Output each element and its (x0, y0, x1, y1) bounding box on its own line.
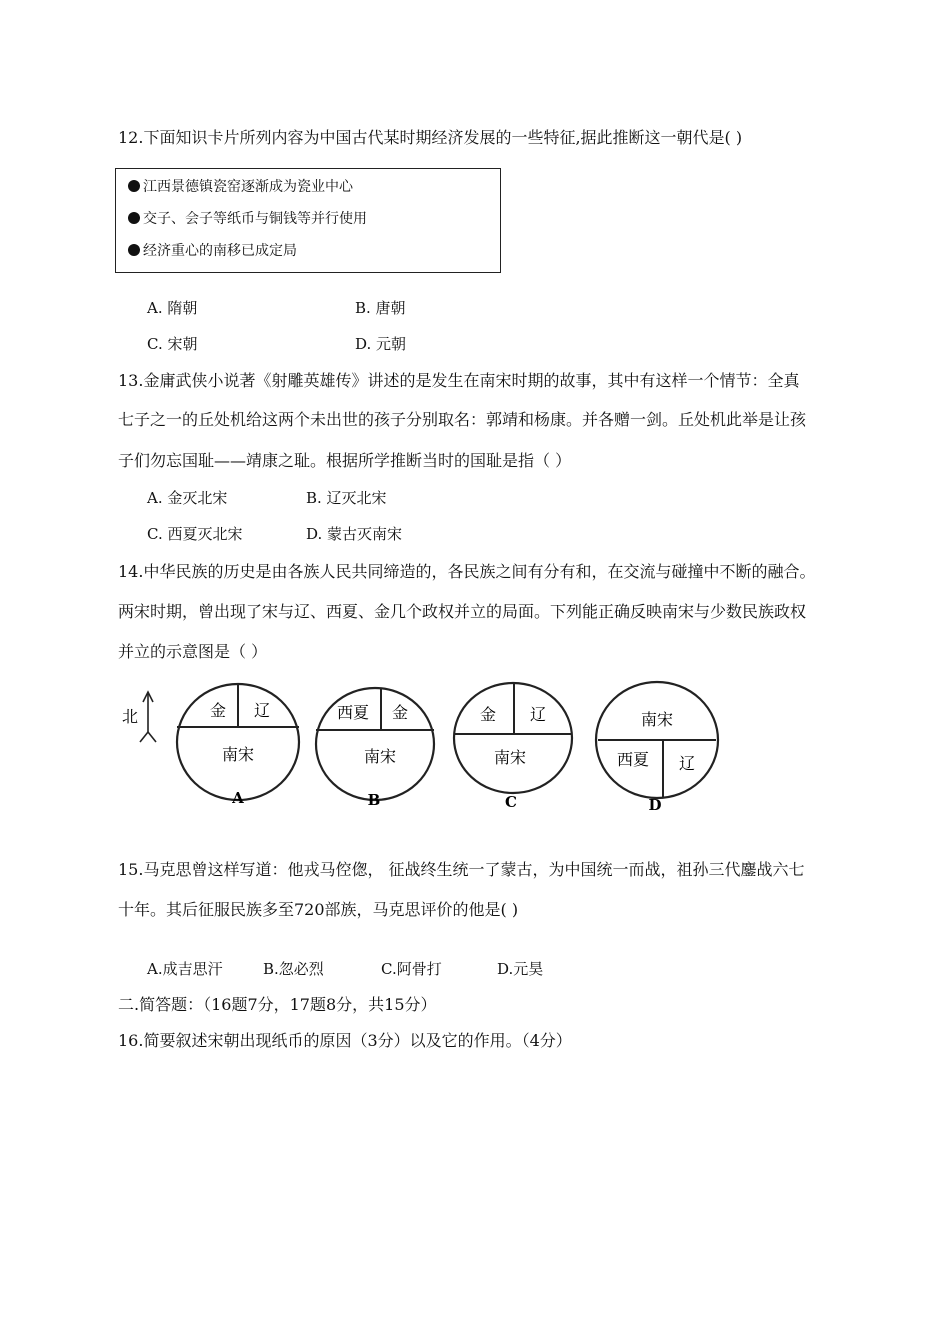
q15-line-2: 十年。其后征服民族多至720部族，马克思评价的他是( ) (118, 900, 519, 919)
q13-line-3: 子们勿忘国耻——靖康之耻。根据所学推断当时的国耻是指（ ） (118, 451, 572, 470)
q13-option-c[interactable]: C. 西夏灭北宋 (147, 525, 243, 543)
card-item: 江西景德镇瓷窑逐渐成为瓷业中心 (128, 177, 353, 197)
map-letter: D (648, 796, 662, 814)
q15-option-d[interactable]: D.元昊 (497, 960, 544, 978)
map-region-label: 南宋 (363, 747, 397, 766)
q15-line-1: 15.马克思曾这样写道：他戎马倥偬， 征战终生统一了蒙古，为中国统一而战，祖孙三代鏖战六七 (118, 860, 805, 879)
q14-line-1: 14.中华民族的历史是由各族人民共同缔造的，各民族之间有分有和，在交流与碰撞中不断的融合。 (118, 562, 816, 581)
q15-option-a[interactable]: A.成吉思汗 (147, 960, 223, 978)
q13-option-b[interactable]: B. 辽灭北宋 (306, 489, 387, 507)
map-region-label: 辽 (253, 701, 271, 720)
q14-line-2: 两宋时期，曾出现了宋与辽、西夏、金几个政权并立的局面。下列能正确反映南宋与少数民族政权 (118, 602, 807, 621)
q13-option-d[interactable]: D. 蒙古灭南宋 (306, 525, 403, 543)
q15-option-b[interactable]: B.忽必烈 (263, 960, 324, 978)
q16-stem: 16.简要叙述宋朝出现纸币的原因（3分）以及它的作用。（4分） (118, 1031, 572, 1050)
map-a[interactable] (177, 684, 299, 807)
map-b[interactable] (316, 688, 434, 809)
q12-option-a[interactable]: A. 隋朝 (147, 299, 198, 317)
q13-line-2: 七子之一的丘处机给这两个未出世的孩子分别取名：郭靖和杨康。并各赠一剑。丘处机此举是让孩 (118, 410, 807, 429)
q12-option-b[interactable]: B. 唐朝 (355, 299, 406, 317)
q12-option-c[interactable]: C. 宋朝 (147, 335, 198, 353)
map-letter: A (232, 789, 244, 807)
map-c[interactable] (454, 683, 572, 811)
q12-option-d[interactable]: D. 元朝 (355, 335, 407, 353)
map-letter: C (505, 793, 517, 811)
map-region-label: 金 (479, 705, 497, 724)
q13-line-1: 13.金庸武侠小说著《射雕英雄传》讲述的是发生在南宋时期的故事，其中有这样一个情节：全真 (118, 371, 800, 390)
map-region-label: 南宋 (640, 710, 674, 729)
map-region-label: 金 (391, 703, 409, 722)
bullet-icon (128, 180, 140, 192)
q15-option-c[interactable]: C.阿骨打 (381, 960, 442, 978)
map-region-label: 南宋 (221, 745, 255, 764)
q14-line-3: 并立的示意图是（ ） (118, 642, 268, 661)
map-region-label: 辽 (529, 705, 547, 724)
map-region-label: 西夏 (336, 703, 370, 722)
knowledge-card (115, 168, 501, 273)
map-region-label: 西夏 (616, 750, 650, 769)
bullet-icon (128, 212, 140, 224)
north-arrow-icon (140, 692, 156, 742)
card-item: 经济重心的南移已成定局 (128, 241, 297, 261)
bullet-icon (128, 244, 140, 256)
card-item: 交子、会子等纸币与铜钱等并行使用 (128, 209, 367, 229)
section-2-heading: 二.简答题：（16题7分，17题8分，共15分） (118, 995, 437, 1014)
q13-option-a[interactable]: A. 金灭北宋 (147, 489, 228, 507)
regime-maps-diagram (110, 672, 730, 822)
map-letter: B (367, 791, 381, 809)
map-d[interactable] (596, 682, 718, 814)
q12-stem: 12.下面知识卡片所列内容为中国古代某时期经济发展的一些特征,据此推断这一朝代是( ) (118, 128, 743, 147)
map-region-label: 金 (209, 701, 227, 720)
north-label: 北 (122, 707, 139, 726)
map-region-label: 南宋 (493, 748, 527, 767)
map-region-label: 辽 (678, 754, 696, 773)
